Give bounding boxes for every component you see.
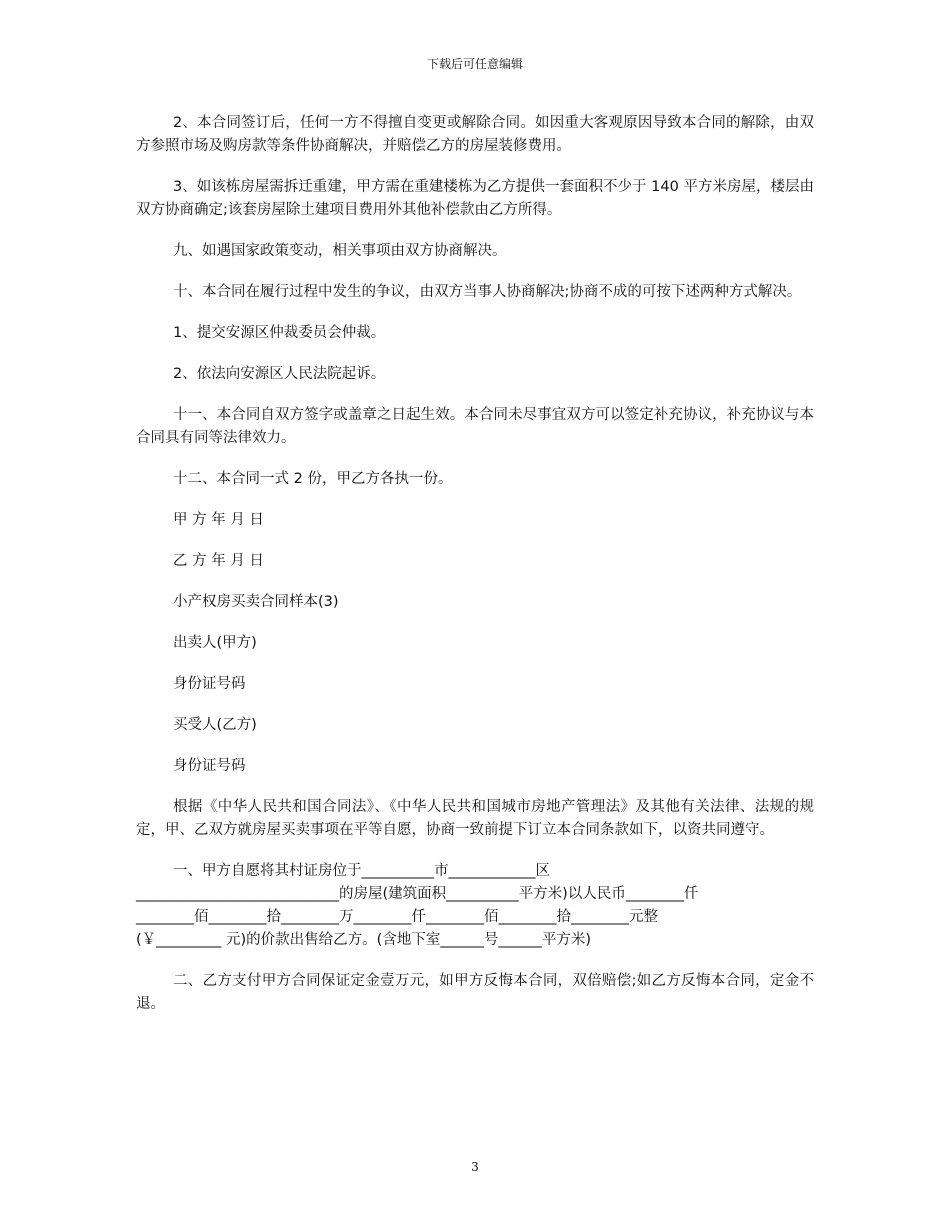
page-number: 3	[471, 1160, 479, 1174]
clause-two-paragraph: 二、乙方支付甲方合同保证定金壹万元，如甲方反悔本合同，双倍赔偿;如乙方反悔本合同，定金不退。	[136, 973, 814, 1012]
buyer-id-label: 身份证号码	[173, 758, 246, 774]
signature-party-a: 甲 方 年 月 日	[173, 512, 264, 528]
clause-one-block	[136, 860, 814, 952]
seller-id-label: 身份证号码	[173, 676, 246, 692]
paragraph-clause-11: 十一、本合同自双方签字或盖章之日起生效。本合同未尽事宜双方可以签定补充协议，补充协议与本合同具有同等法律效力。	[136, 407, 814, 446]
paragraph-clause-8-3: 3、如该栋房屋需拆迁重建，甲方需在重建楼栋为乙方提供一套面积不少于 140 平方米房屋，楼层由双方协商确定;该套房屋除土建项目费用外其他补偿款由乙方所得。	[136, 179, 814, 218]
paragraph-clause-10: 十、本合同在履行过程中发生的争议，由双方当事人协商解决;协商不成的可按下述两种方式解决。	[173, 284, 802, 300]
contract-title: 小产权房买卖合同样本(3)	[173, 594, 339, 610]
buyer-label: 买受人(乙方)	[173, 717, 257, 733]
preamble-paragraph: 根据《中华人民共和国合同法》、《中华人民共和国城市房地产管理法》及其他有关法律、法规的规定，甲、乙双方就房屋买卖事项在平等自愿，协商一致前提下订立本合同条款如下，以资共同遵守。	[136, 799, 814, 838]
page-header: 下载后可任意编辑	[426, 57, 523, 71]
paragraph-clause-12: 十二、本合同一式 2 份，甲乙方各执一份。	[173, 471, 453, 487]
clause-one-line-1: 一、甲方自愿将其村证房位于__________市____________区	[173, 863, 550, 879]
seller-label: 出卖人(甲方)	[173, 635, 257, 651]
clause-one-line-3: ________佰________拾________万________仟________佰________拾________元整	[136, 909, 658, 925]
paragraph-clause-10-1: 1、提交安源区仲裁委员会仲裁。	[173, 325, 386, 341]
clause-one-line-4: (￥_________ 元)的价款出售给乙方。(含地下室______号______平方米)	[136, 932, 591, 948]
paragraph-clause-8-2: 2、本合同签订后，任何一方不得擅自变更或解除合同。如因重大客观原因导致本合同的解除，由双方参照市场及购房款等条件协商解决，并赔偿乙方的房屋装修费用。	[136, 115, 814, 154]
paragraph-clause-10-2: 2、依法向安源区人民法院起诉。	[173, 366, 386, 382]
document-body	[136, 112, 814, 1034]
signature-party-b: 乙 方 年 月 日	[173, 553, 264, 569]
paragraph-clause-9: 九、如遇国家政策变动，相关事项由双方协商解决。	[173, 243, 507, 259]
clause-one-line-2: ____________________________的房屋(建筑面积__________平方米)以人民币________仟	[136, 886, 699, 902]
